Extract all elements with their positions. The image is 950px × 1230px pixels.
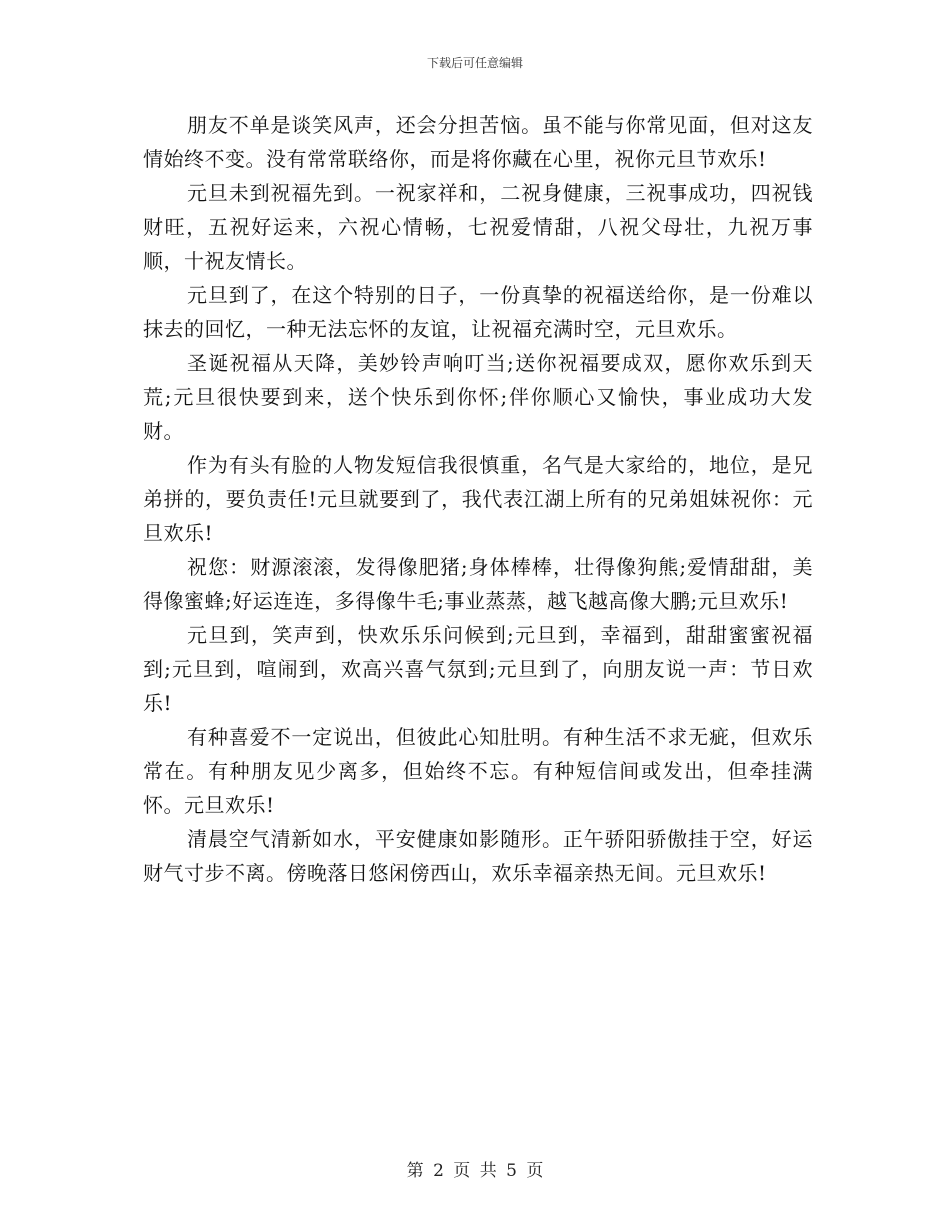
document-body [143,108,813,890]
paragraph: 祝您：财源滚滚，发得像肥猪;身体棒棒，壮得像狗熊;爱情甜甜，美得像蜜蜂;好运连连，多得像牛毛;事业蒸蒸，越飞越高像大鹏;元旦欢乐! [143,555,813,613]
paragraph: 作为有头有脸的人物发短信我很慎重，名气是大家给的，地位，是兄弟拼的，要负责任!元旦就要到了，我代表江湖上所有的兄弟姐妹祝你：元旦欢乐! [143,453,813,545]
header-note: 下载后可任意编辑 [426,56,523,70]
paragraph: 元旦到，笑声到，快欢乐乐问候到;元旦到，幸福到，甜甜蜜蜜祝福到;元旦到，喧闹到，欢高兴喜气氛到;元旦到了，向朋友说一声：节日欢乐! [143,623,813,715]
paragraph: 有种喜爱不一定说出，但彼此心知肚明。有种生活不求无疵，但欢乐常在。有种朋友见少离多，但始终不忘。有种短信间或发出，但牵挂满怀。元旦欢乐! [143,725,813,817]
paragraph: 圣诞祝福从天降，美妙铃声响叮当;送你祝福要成双，愿你欢乐到天荒;元旦很快要到来，送个快乐到你怀;伴你顺心又愉快，事业成功大发财。 [143,351,813,443]
page-footer: 第 2 页 共 5 页 [406,1161,544,1181]
paragraph: 元旦未到祝福先到。一祝家祥和，二祝身健康，三祝事成功，四祝钱财旺，五祝好运来，六祝心情畅，七祝爱情甜，八祝父母壮，九祝万事顺，十祝友情长。 [143,181,813,273]
paragraph: 朋友不单是谈笑风声，还会分担苦恼。虽不能与你常见面，但对这友情始终不变。没有常常联络你，而是将你藏在心里，祝你元旦节欢乐! [143,113,813,171]
paragraph: 元旦到了，在这个特别的日子，一份真挚的祝福送给你，是一份难以抹去的回忆，一种无法忘怀的友谊，让祝福充满时空，元旦欢乐。 [143,283,813,341]
paragraph: 清晨空气清新如水，平安健康如影随形。正午骄阳骄傲挂于空，好运财气寸步不离。傍晚落日悠闲傍西山，欢乐幸福亲热无间。元旦欢乐! [143,827,813,885]
